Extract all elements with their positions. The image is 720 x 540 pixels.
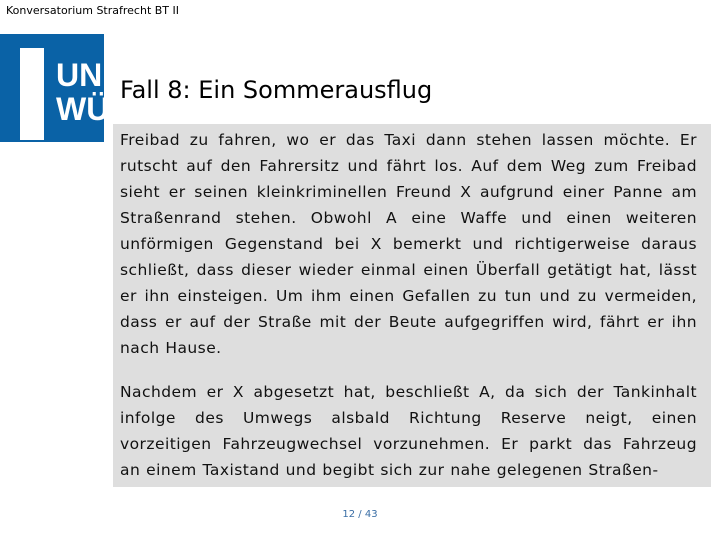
text-line: schließt, dass dieser wieder einmal einen Überfall getätigt hat, lässt xyxy=(120,261,697,279)
text-line: vorzeitigen Fahrzeugwechsel vorzunehmen. Er parkt das Fahrzeug xyxy=(120,435,697,453)
text-line: unförmigen Gegenstand bei X bemerkt und richtigerweise daraus xyxy=(120,235,697,253)
course-header: Konversatorium Strafrecht BT II xyxy=(6,4,180,17)
logo-text-wue: WÜ xyxy=(56,91,110,127)
text-line: Nachdem er X abgesetzt hat, beschließt A, da sich der Tankinhalt xyxy=(120,383,697,401)
text-line: nach Hause. xyxy=(120,339,222,357)
slide-title: Fall 8: Ein Sommerausflug xyxy=(120,76,433,104)
case-paragraph-1 xyxy=(120,127,697,361)
logo-white-bar xyxy=(20,48,44,140)
text-line: Straßenrand stehen. Obwohl A eine Waffe und einen weiteren xyxy=(120,209,697,227)
text-line: er ihn einsteigen. Um ihm einen Gefallen zu tun und zu vermeiden, xyxy=(120,287,697,305)
text-line: infolge des Umwegs alsbald Richtung Reserve neigt, einen xyxy=(120,409,697,427)
text-line: an einem Taxistand und begibt sich zur nahe gelegenen Straßen- xyxy=(120,461,659,479)
case-paragraph-2 xyxy=(120,379,697,483)
text-line: sieht er seinen kleinkriminellen Freund X aufgrund einer Panne am xyxy=(120,183,697,201)
logo-text-uni: UNI xyxy=(56,57,112,93)
text-line: dass er auf der Straße mit der Beute aufgegriffen wird, fährt er ihn xyxy=(120,313,697,331)
text-line: rutscht auf den Fahrersitz und fährt los. Auf dem Weg zum Freibad xyxy=(120,157,697,175)
case-text-box xyxy=(113,124,711,487)
text-line: Freibad zu fahren, wo er das Taxi dann stehen lassen möchte. Er xyxy=(120,131,697,149)
page-number: 12 / 43 xyxy=(342,509,378,520)
university-logo xyxy=(0,34,112,142)
